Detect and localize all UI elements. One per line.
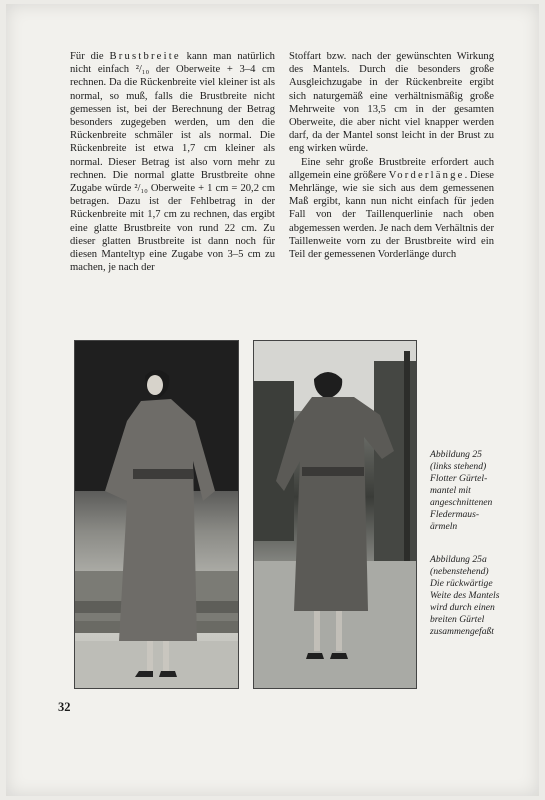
emphasis-term: Vorderlänge <box>388 169 465 181</box>
caption-line: wird durch einen <box>430 602 495 613</box>
text-column-left <box>70 50 275 274</box>
caption-line: Die rückwärtige <box>430 578 493 589</box>
figure-caption-25a <box>430 554 505 638</box>
caption-line: mantel mit <box>430 485 471 496</box>
photo-figure-25a <box>253 340 417 689</box>
caption-line: (nebenstehend) <box>430 566 489 577</box>
emphasis-term: Brustbreite <box>109 51 181 62</box>
text-run: kann man natürlich nicht einfach ²/₁₀ der Oberweite + 3–4 cm rechnen. Da die Rückenbreite viel kleiner ist als normal, so muß, falls die Brustbreite nicht gemessen ist, bei der Berechnung der Betrag besonders zugegeben werden, um den die Rückenbreite schmäler ist als normal. Die Rückenbreite ist etwa 1,7 cm kleiner als normal. Dieser Betrag ist also vorn mehr zu rechnen. Die normal glatte Brustbreite ohne Zugabe würde ²/₁₀ Oberweite + 1 cm = 20,2 cm betragen. Dazu ist der Fehlbetrag in der Rückenbreite mit 1,7 cm zu rechnen, das ergibt eine glatte Brustbreite von rund 22 cm. Zu dieser glatten Brustbreite ist dann noch für diesen Manteltyp eine Zugabe von 3–5 cm zu machen, je nach der <box>70 51 275 274</box>
caption-line: Abbildung 25a <box>430 554 487 565</box>
text-run: Stoffart bzw. nach der gewünschten Wirkung des Mantels. Durch die besonders große Ausgleichzugabe in der Rückenbreite ergibt sich naturgemäß eine verhältnismäßig große Mehrweite von 13,5 cm in der gesamten Oberweite, die aber nicht viel knapper werden darf, da der Mantel sonst leicht in der Brust zu eng wirken würde. <box>289 51 494 155</box>
paragraph <box>70 50 275 274</box>
paragraph <box>289 50 494 156</box>
text-run: Für die <box>70 51 110 62</box>
text-run: . Diese Mehrlänge, wie sie sich aus dem gemessenen Maß ergibt, kann nun nicht einfach für jeden Fall von der Taillenquerlinie nach oben abgemessen werden. Je nach dem Verhältnis der Taillenweite vorn zu der Brustbreite wird ein Teil der gemessenen Vorderlänge durch <box>289 169 494 261</box>
caption-line: Flotter Gürtel- <box>430 473 488 484</box>
photo-figure-25 <box>74 340 239 689</box>
caption-line: Weite des Mantels <box>430 590 500 601</box>
text-column-right <box>289 50 494 261</box>
figure-caption-25 <box>430 449 505 533</box>
fashion-photo-front <box>75 341 238 688</box>
caption-line: (links stehend) <box>430 461 487 472</box>
caption-line: angeschnittenen <box>430 497 493 508</box>
paragraph <box>289 156 494 262</box>
caption-line: Fledermaus- <box>430 509 480 520</box>
caption-line: zusammengefaßt <box>430 626 494 637</box>
fashion-photo-back <box>254 341 416 688</box>
text-run: Eine sehr große Brustbreite erfordert auch allgemein eine größere <box>289 156 494 181</box>
caption-line: Abbildung 25 <box>430 449 482 460</box>
caption-line: breiten Gürtel <box>430 614 485 625</box>
page-number: 32 <box>58 700 71 714</box>
caption-line: ärmeln <box>430 521 458 532</box>
